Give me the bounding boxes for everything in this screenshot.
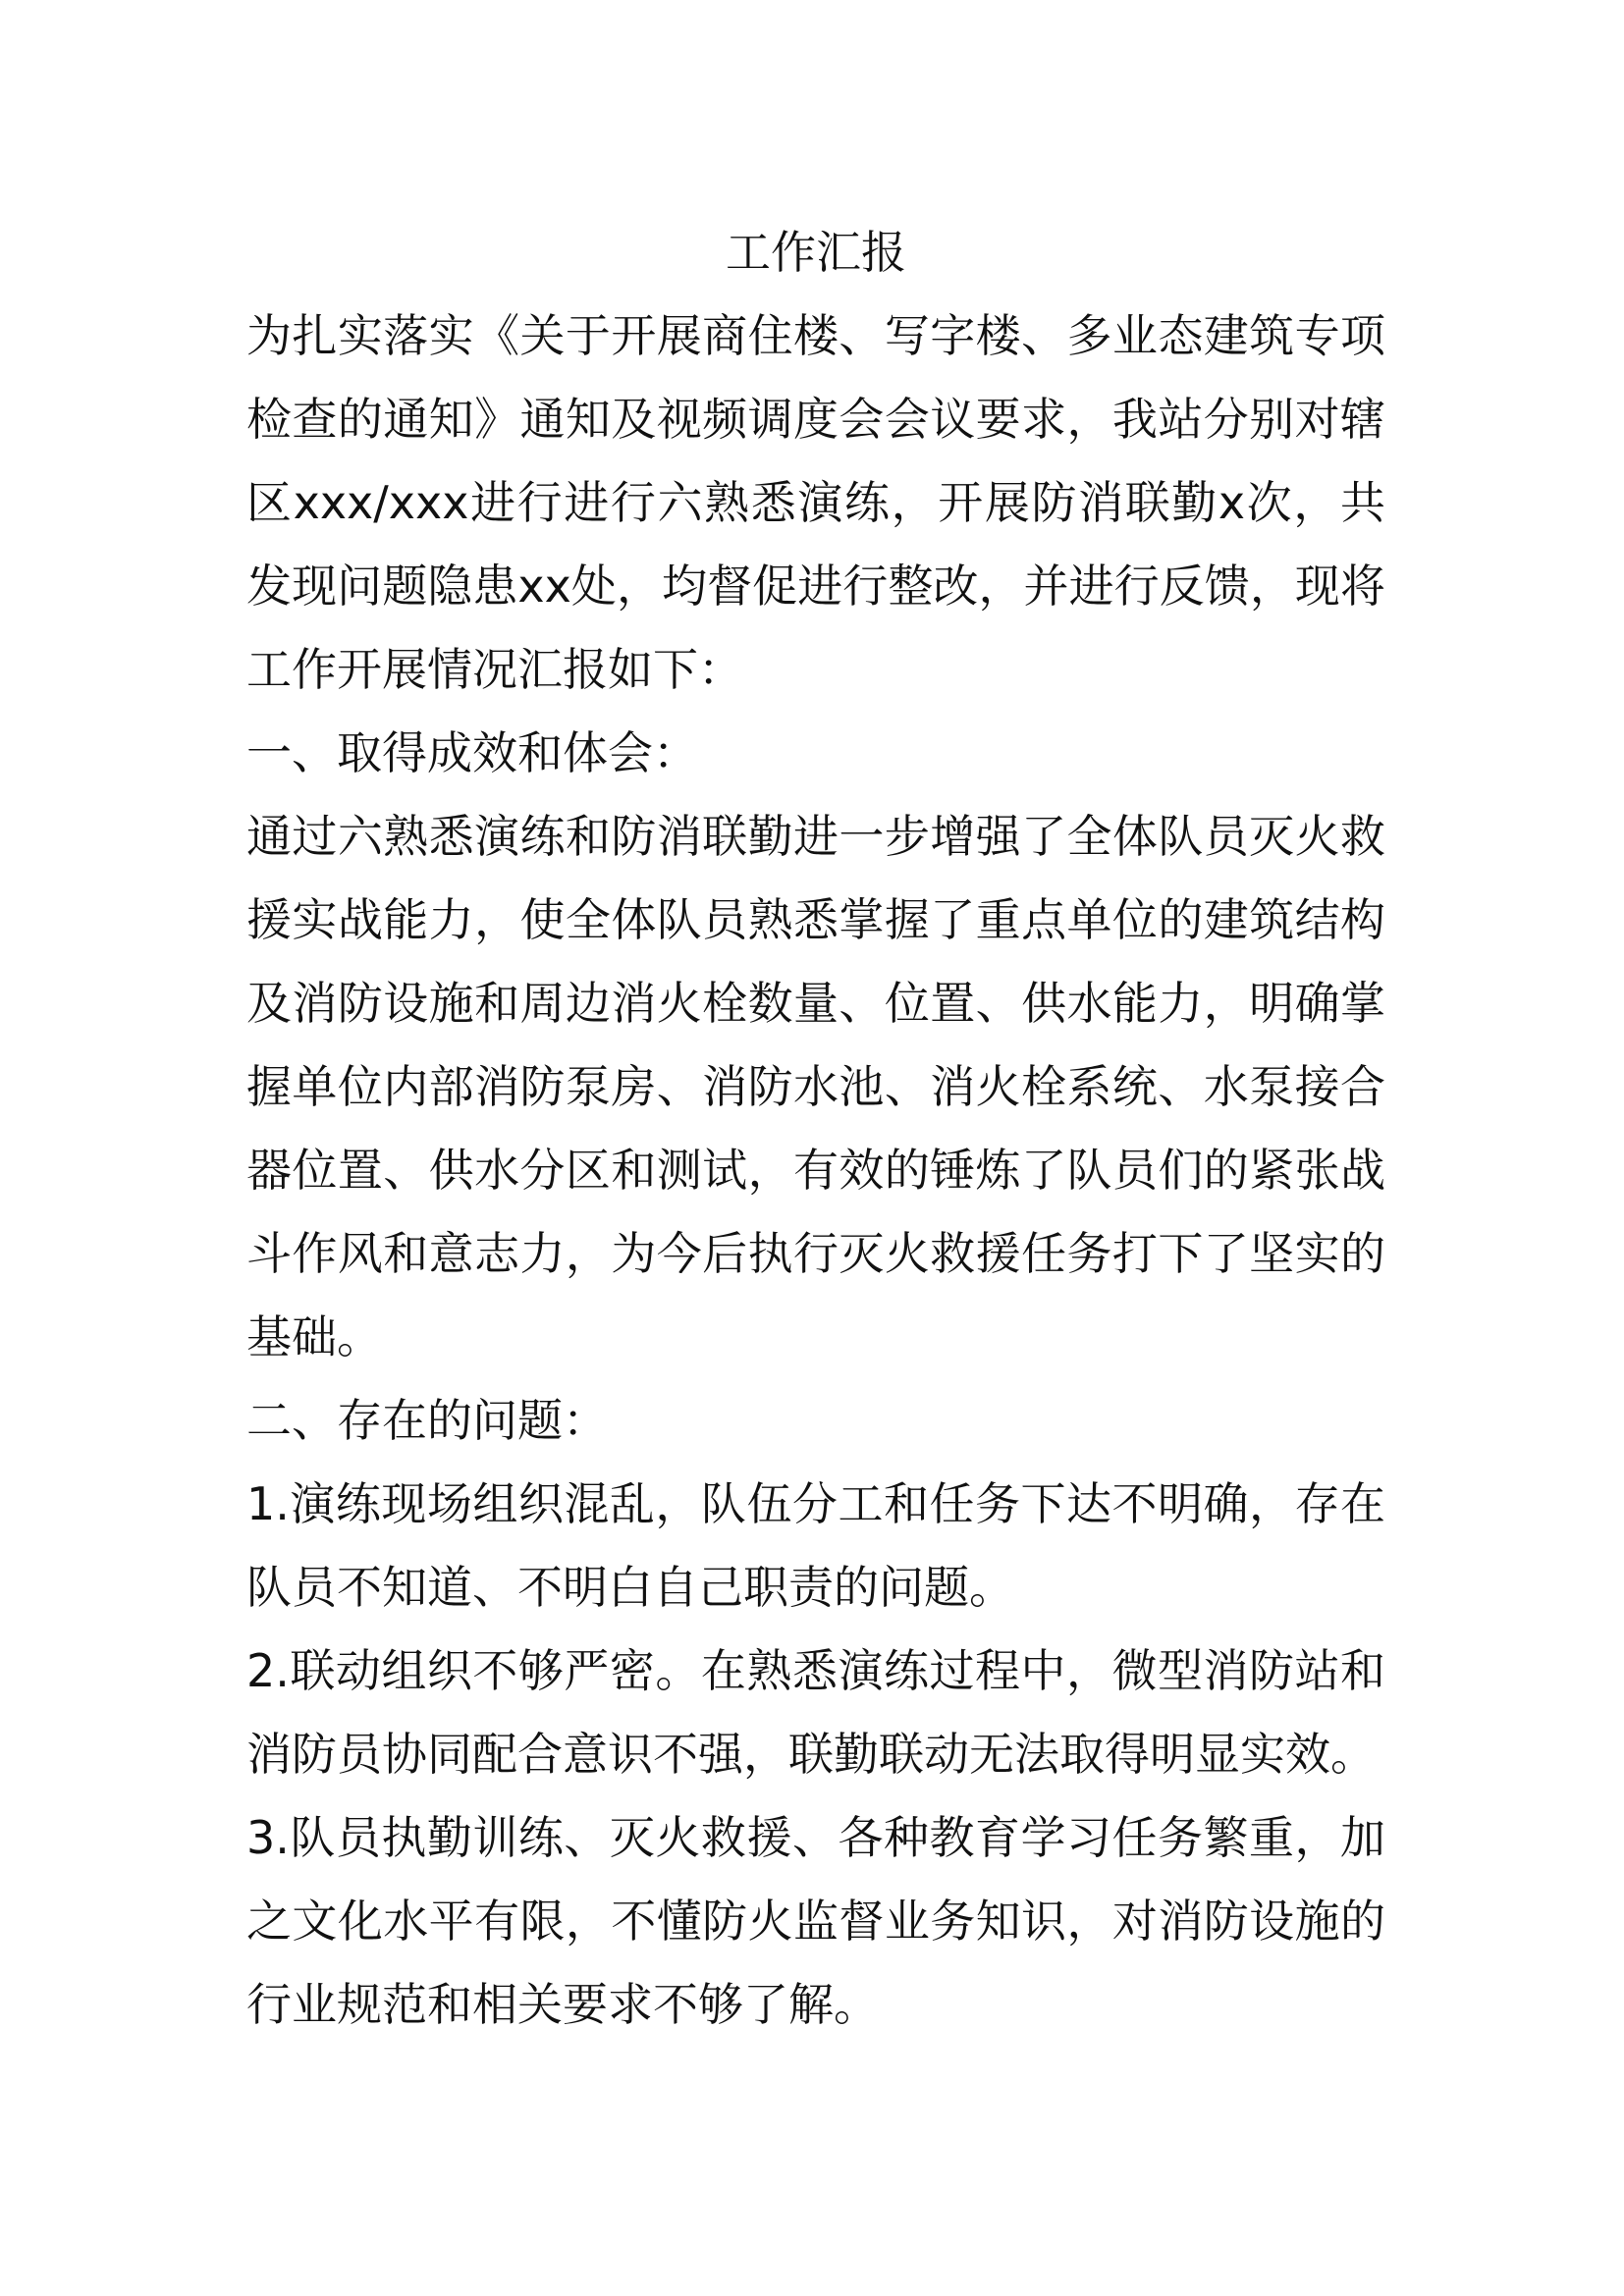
section-heading-achievements: 一、取得成效和体会： <box>246 726 698 779</box>
achievements-paragraph: 通过六熟悉演练和防消联勤进一步增强了全体队员灭火救援实战能力，使全体队员熟悉掌握了重点单位的建筑结构及消防设施和周边消火栓数量、位置、供水能力，明确掌握单位内部消防泵房、消防水池、消火栓系统、水泵接合器位置、供水分区和测试，有效的锤炼了队员们的紧张战斗作风和意志力，为今后执行灭火救援任务打下了坚实的基础。 <box>246 810 1385 1363</box>
document-title: 工作汇报 <box>726 226 906 279</box>
problem-item-2: 2.联动组织不够严密。在熟悉演练过程中，微型消防站和消防员协同配合意识不强，联勤联动无法取得明显实效。 <box>246 1644 1385 1781</box>
problem-item-3: 3.队员执勤训练、灭火救援、各种教育学习任务繁重，加之文化水平有限，不懂防火监督业务知识，对消防设施的行业规范和相关要求不够了解。 <box>246 1811 1385 2031</box>
intro-paragraph: 为扎实落实《关于开展商住楼、写字楼、多业态建筑专项检查的通知》通知及视频调度会会议要求，我站分别对辖区xxx/xxx进行进行六熟悉演练，开展防消联勤x次，共发现问题隐患xx处，均督促进行整改，并进行反馈，现将工作开展情况汇报如下： <box>246 309 1385 696</box>
document-body <box>246 211 1385 2047</box>
problem-item-1: 1.演练现场组织混乱，队伍分工和任务下达不明确，存在队员不知道、不明白自己职责的问题。 <box>246 1477 1385 1614</box>
section-heading-problems: 二、存在的问题： <box>246 1394 608 1447</box>
